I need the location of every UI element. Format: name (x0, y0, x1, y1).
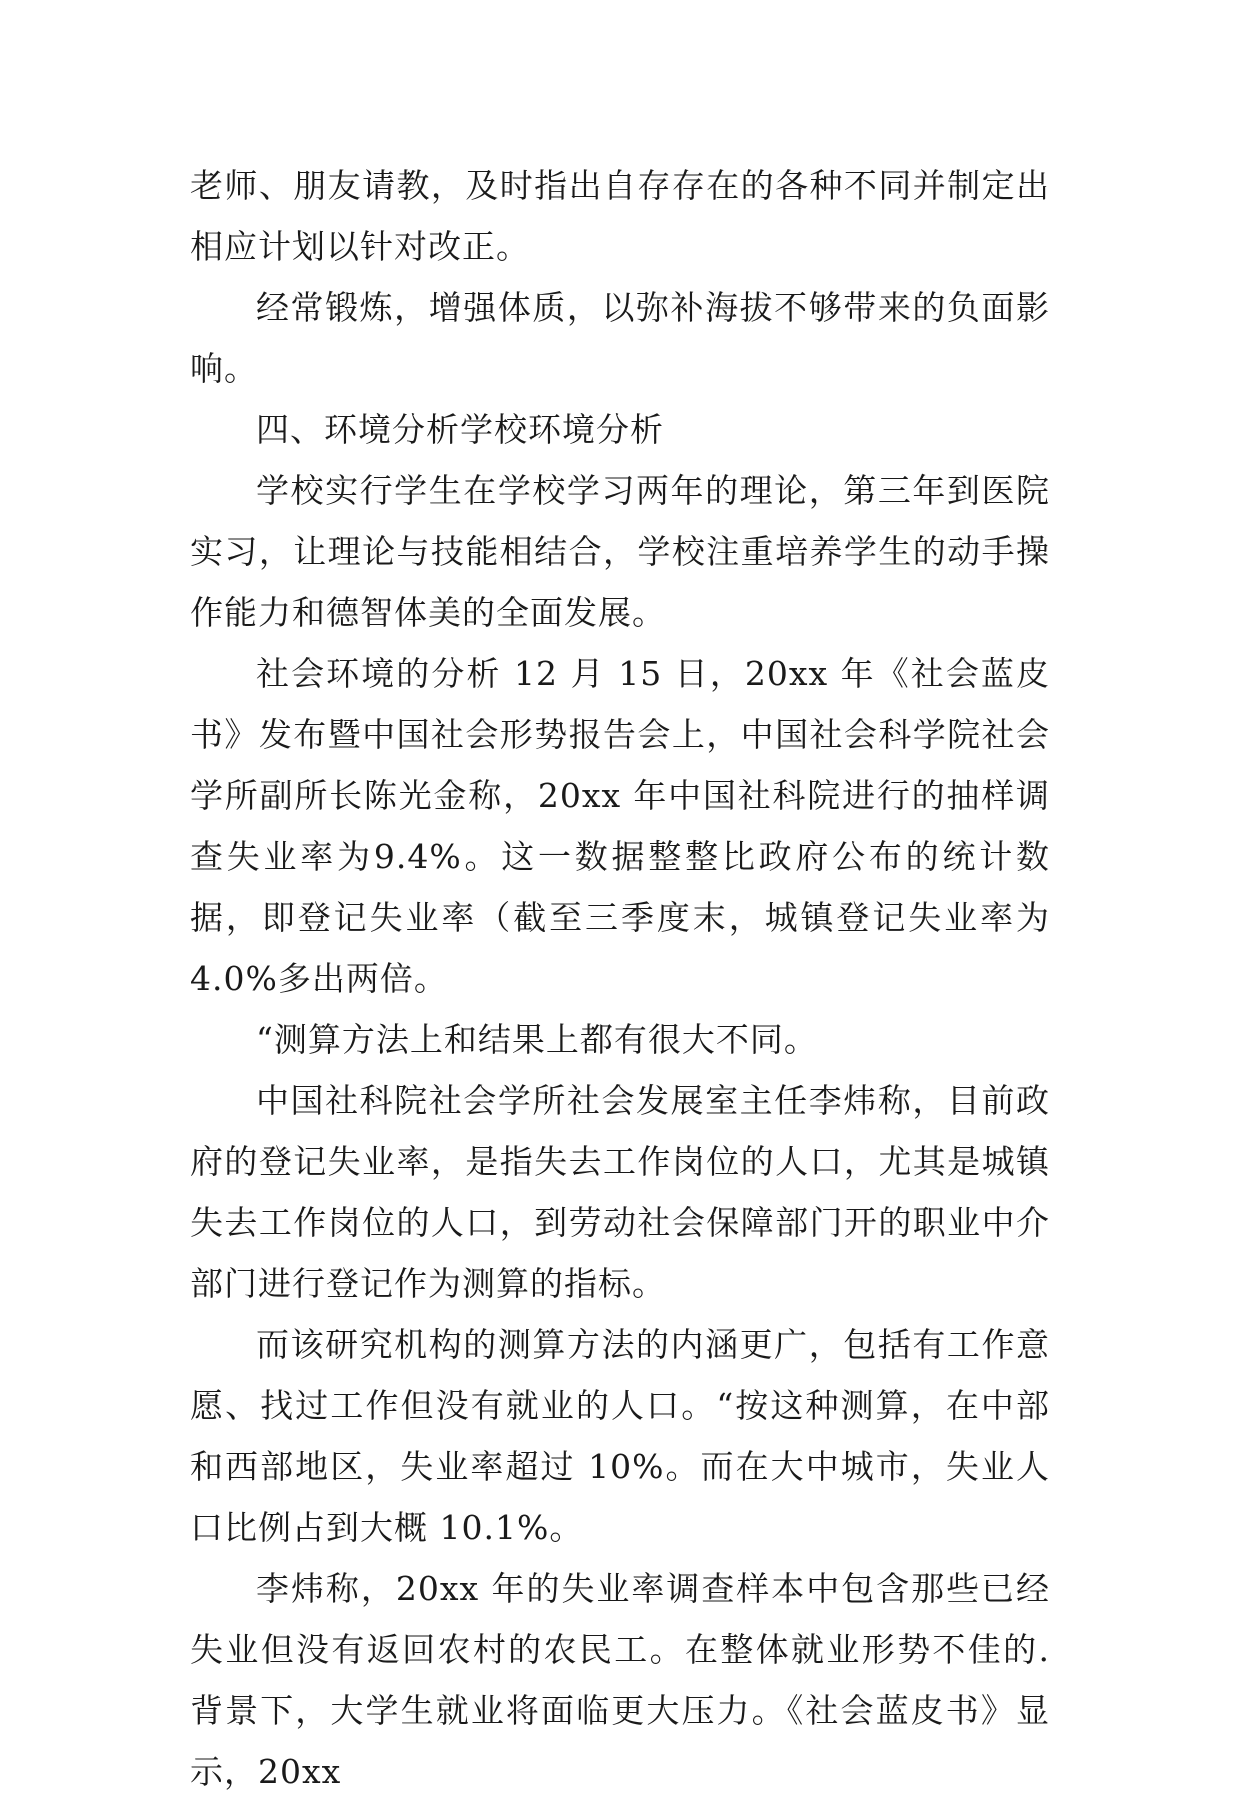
paragraph-6: “测算方法上和结果上都有很大不同。 (256, 1020, 818, 1059)
paragraph-5: 社会环境的分析 12 月 15 日，20xx 年《社会蓝皮书》发布暨中国社会形势报告会上，中国社会科学院社会学所副所长陈光金称，20xx 年中国社科院进行的抽样调查失业率为9.4%。这一数据整整比政府公布的统计数据，即登记失业率（截至三季度末，城镇登记失业率为 4.0%多出两倍。 (190, 654, 1050, 998)
paragraph-7: 中国社科院社会学所社会发展室主任李炜称，目前政府的登记失业率，是指失去工作岗位的人口，尤其是城镇失去工作岗位的人口，到劳动社会保障部门开的职业中介部门进行登记作为测算的指标。 (190, 1081, 1050, 1303)
section-heading: 四、环境分析学校环境分析 (256, 410, 664, 449)
paragraph-8: 而该研究机构的测算方法的内涵更广，包括有工作意愿、找过工作但没有就业的人口。“按这种测算，在中部和西部地区，失业率超过 10%。而在大中城市，失业人口比例占到大概 10.1%。 (190, 1325, 1050, 1547)
paragraph-1: 老师、朋友请教，及时指出自存存在的各种不同并制定出相应计划以针对改正。 (190, 166, 1050, 266)
paragraph-2: 经常锻炼，增强体质，以弥补海拔不够带来的负面影响。 (190, 288, 1050, 388)
document-body (190, 155, 1050, 1802)
paragraph-9: 李炜称，20xx 年的失业率调查样本中包含那些已经失业但没有返回农村的农民工。在整体就业形势不佳的.背景下，大学生就业将面临更大压力。《社会蓝皮书》显示，20xx (190, 1569, 1050, 1791)
paragraph-4: 学校实行学生在学校学习两年的理论，第三年到医院实习，让理论与技能相结合，学校注重培养学生的动手操作能力和德智体美的全面发展。 (190, 471, 1050, 632)
